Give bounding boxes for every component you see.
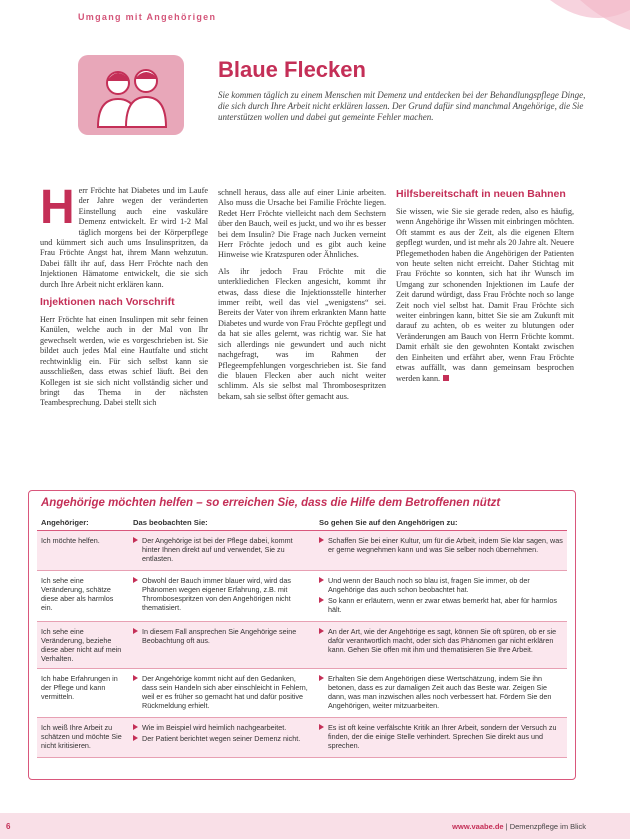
- list-item: Es ist oft keine verfälschte Kritik an Ihrer Arbeit, sondern der Versuch zu finden, der die einige Stelle verhindert. Sprechen Sie direkt aus und sprechen.: [319, 723, 563, 750]
- page-number: 6: [6, 822, 11, 831]
- drop-cap: H: [40, 181, 75, 234]
- section-label: Umgang mit Angehörigen: [78, 12, 217, 22]
- list-item: Der Angehörige ist bei der Pflege dabei, kommt hinter Ihnen direkt auf und verwendet, Sie zu entlasten.: [133, 536, 311, 563]
- column-1: [40, 181, 208, 415]
- list-item: Der Angehörige kommt nicht auf den Gedanken, dass sein Handeln sich aber einschleicht in Fehlern, weil er es früher so gemacht hat und dafür positive Rückmeldung erhielt.: [133, 674, 311, 710]
- observation-cell: [129, 718, 315, 758]
- table-row: [37, 718, 567, 758]
- list-item: In diesem Fall ansprechen Sie Angehörige seine Beobachtung oft aus.: [133, 627, 311, 645]
- people-icon: [78, 55, 184, 135]
- observation-cell: [129, 622, 315, 669]
- column-header: Das beobachten Sie:: [129, 515, 315, 531]
- tips-box: [28, 490, 576, 780]
- paragraph: Als ihr jedoch Frau Fröchte mit die unterkliedichen Flecken angesicht, kommt ihr etwas, dass diese die Injektionsstelle hinterher immer reibt, weil das viel „wenigstens“ sei. Bereits der Vater von ihrem erkrankten Mann hatte Diabetes und wurde von Frau Fröchte gepflegt und da hat sie alles gelernt, was richtig war. Sie hat sich allerdings nie gewundert und auch nicht nachgefragt, was im Rahmen der Pflegeempfehlungen vorgeschrieben ist. Sie fand die blauen Flecken aber auch nicht weiter schlimm. Als sie selbst mal Thrombosespritzen bekam, sah sie selbst öfter gemacht aus.: [218, 266, 386, 401]
- table-row: [37, 622, 567, 669]
- list-item: An der Art, wie der Angehörige es sagt, können Sie oft spüren, ob er sie dafür verantwortlich macht, oder sich das Phänomen gar nicht erklären kann. Gehen Sie offen mit ihm und thematisieren Sie Ihre Arbeit.: [319, 627, 563, 654]
- column-header: Angehöriger:: [37, 515, 129, 531]
- approach-cell: [315, 571, 567, 622]
- table-row: [37, 531, 567, 571]
- relative-statement-cell: Ich sehe eine Veränderung, schätze diese aber als harmlos ein.: [37, 571, 129, 622]
- article-intro: Sie kommen täglich zu einem Menschen mit Demenz und entdecken bei der Behandlungspflege Dinge, die sich durch Ihre Arbeit nicht erklären lassen. Der Grund dafür sind manchmal Angehörige, die Sie unterstützen wollen und dabei gut gemeinte Fehler machen.: [218, 90, 586, 122]
- tips-box-title: Angehörige möchten helfen – so erreichen Sie, dass die Hilfe dem Betroffenen nützt: [41, 497, 501, 509]
- footer: [452, 822, 586, 831]
- relative-statement-cell: Ich sehe eine Veränderung, beziehe diese aber nicht auf mein Verhalten.: [37, 622, 129, 669]
- list-item: Obwohl der Bauch immer blauer wird, wird das Phänomen wegen eigener Erfahrung, z.B. mit Thrombosespritzen von den Angehörigen nicht thematisiert.: [133, 576, 311, 612]
- paragraph: schnell heraus, dass alle auf einer Linie arbeiten. Also muss die Ursache bei Familie Fröchte liegen. Redet Herr Fröchte vielleicht nach dem Sechstern über den Bauch, weil es juckt, und wo ihr es besser bei dem Insulin? Die Frage nach Jucken verneint Herr Fröchte jedoch und es gibt auch keine Hinweise wie Kratzspuren oder Ähnliches.: [218, 188, 386, 260]
- footer-url[interactable]: www.vaabe.de: [452, 822, 504, 831]
- relative-statement-cell: Ich habe Erfahrungen in der Pflege und kann vermitteln.: [37, 669, 129, 718]
- observation-cell: [129, 531, 315, 571]
- table-header-row: [37, 515, 567, 531]
- paragraph: Herr Fröchte hat einen Insulinpen mit sehr feinen Kanülen, welche auch in der Mal von Ihr gewechselt werden, wie es vorgeschrieben ist. Sie bildet auch jedes Mal eine Hautfalte und sticht rechtwinklig ein. Für sich selbst kann sie ausschließen, dass etwas schief läuft. Bei den Kollegen ist sie sich nicht vollständig sicher und bringt das Thema in der nächsten Teambesprechung. Dabei stellt sich: [40, 315, 208, 408]
- list-item: Wie im Beispiel wird heimlich nachgearbeitet.: [133, 723, 311, 732]
- column-2: [218, 188, 386, 408]
- paragraph-text: Sie wissen, wie Sie sie gerade reden, also es häufig, wenn Angehörige ihr Wissen mit einbringen möchten. Oft stammt es aus der Zeit, als die eigenen Eltern gepflegt wurden, und ist mehr als 20 Jahre alt. Neuere Pflegemethoden haben die Angehörigen der Patienten von heute selten nicht erreicht. Daher Stichtag mit Frau Fröchte so konnten, sich hat ihr Wunsch im Umgang zur schonenden Injektionen im Laufe der Zeit darund würdigt, dass Frau Fröchte noch so lange Zeit noch viel selbst hat. Damit Frau Fröchte sich weiter einbringen kann, bittet Sie sie am Zukunft mit darauf zu achten, ob es weiter zu blutungen oder Veränderungen am Bauch von Herrn Fröchte kommt. Damit erhält sie den gewohnten Kontakt zwischen den Einheiten und erfährt aber, wenn Frau Fröchte etwas auffällt, was dann gemeinsam besprochen werden kann.: [396, 207, 574, 383]
- approach-cell: [315, 718, 567, 758]
- relative-statement-cell: Ich möchte helfen.: [37, 531, 129, 571]
- approach-cell: [315, 669, 567, 718]
- observation-cell: [129, 669, 315, 718]
- list-item: Erhalten Sie dem Angehörigen diese Wertschätzung, indem Sie ihn betonen, dass es zur damaligen Zeit auch das Beste war. Zeigen Sie dann, was man inzwischen alles noch verbessert hat. Fördern Sie den Angehörigen, weiter mitzuarbeiten.: [319, 674, 563, 710]
- table-row: [37, 571, 567, 622]
- table-row: [37, 669, 567, 718]
- paragraph: [396, 207, 574, 384]
- paragraph: err Fröchte hat Diabetes und im Laufe der Jahre wegen der veränderten Einstellung auch eine vaskuläre Demenz entwickelt. Er wird 1-2 Mal täglich morgens bei der Körperpflege und kümmert sich auch ums Insulinspritzen, da Frau Fröchte Angst hat, ihrem Mann wehzutun. Dabei fällt ihr auf, dass Herr Fröchte nach den Injektionen Hämatome entwickelt, die sie sich durch Ihre Arbeit nicht erklären kann.: [40, 186, 208, 289]
- list-item: Schaffen Sie bei einer Kultur, um für die Arbeit, indem Sie klar sagen, was er gerne wegnehmen kann und was Sie selber noch übernehmen.: [319, 536, 563, 554]
- list-item: Und wenn der Bauch noch so blau ist, fragen Sie immer, ob der Angehörige das auch schon beobachtet hat.: [319, 576, 563, 594]
- list-item: Der Patient berichtet wegen seiner Demenz nicht.: [133, 734, 311, 743]
- approach-cell: [315, 622, 567, 669]
- people-illustration: [78, 55, 184, 135]
- article-title: Blaue Flecken: [218, 57, 366, 82]
- observation-cell: [129, 571, 315, 622]
- subheading-injections: Injektionen nach Vorschrift: [40, 296, 175, 309]
- relative-statement-cell: Ich weiß Ihre Arbeit zu schätzen und möchte Sie nicht kritisieren.: [37, 718, 129, 758]
- list-item: So kann er erläutern, wenn er zwar etwas bemerkt hat, aber für harmlos hält.: [319, 596, 563, 614]
- approach-cell: [315, 531, 567, 571]
- column-3: [396, 188, 574, 390]
- subheading-helpfulness: Hilfsbereitschaft in neuen Bahnen: [396, 188, 566, 200]
- corner-decoration: [510, 0, 630, 70]
- end-mark-icon: [443, 375, 449, 381]
- column-header: So gehen Sie auf den Angehörigen zu:: [315, 515, 567, 531]
- footer-publication: | Demenzpflege im Blick: [503, 822, 586, 831]
- tips-table: [37, 515, 567, 758]
